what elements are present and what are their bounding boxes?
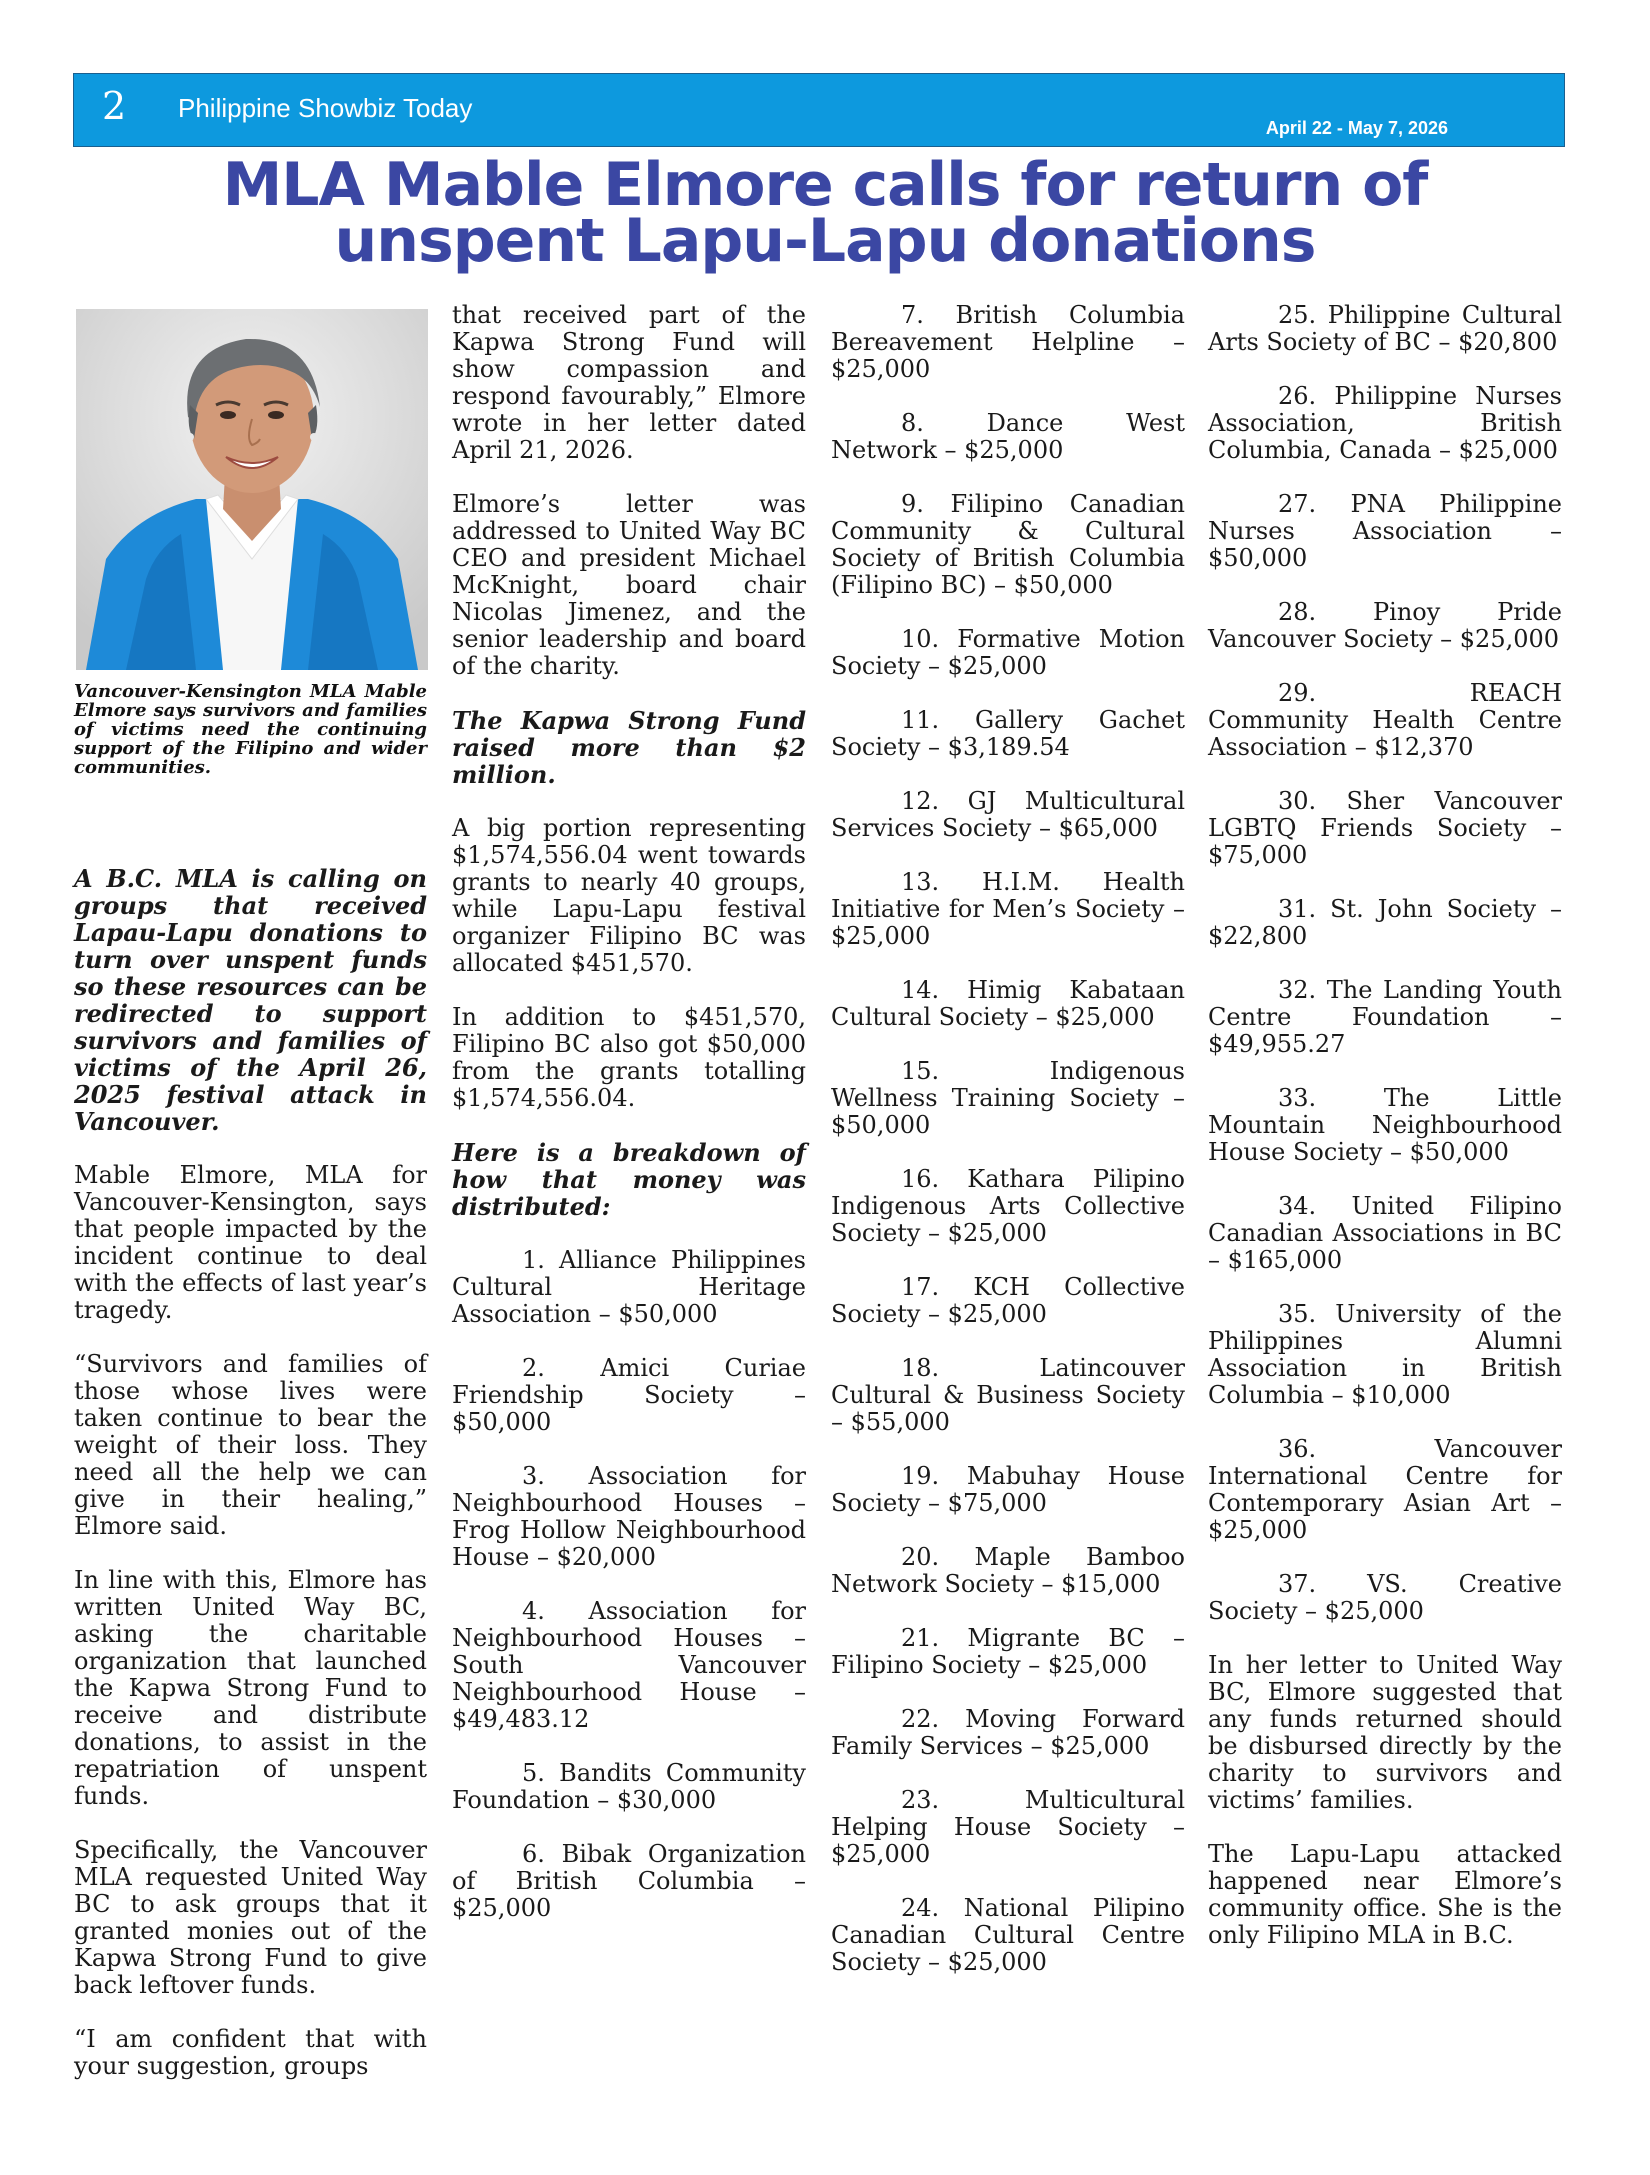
article-paragraph: Specifically, the Vancouver MLA requested United Way BC to ask groups that it granted monies out of the Kapwa Strong Fund to give back leftover funds.	[74, 1836, 427, 1999]
photo-caption: Vancouver-Kensington MLA Mable Elmore says survivors and families of victims need the continuing support of the Filipino and wider communities.	[74, 681, 427, 778]
article-paragraph: The Lapu-Lapu attacked happened near Elmore’s community office. She is the only Filipino MLA in B.C.	[1208, 1840, 1562, 1949]
grant-list-item: 32. The Landing Youth Centre Foundation – $49,955.27	[1208, 976, 1562, 1058]
grant-list-item: 34. United Filipino Canadian Associations in BC – $165,000	[1208, 1192, 1562, 1274]
grant-list-item: 19. Mabuhay House Society – $75,000	[831, 1462, 1185, 1517]
page-number: 2	[102, 84, 127, 128]
headline	[73, 150, 1577, 276]
grant-list-item: 29. REACH Community Health Centre Association – $12,370	[1208, 679, 1562, 761]
article-subhead: The Kapwa Strong Fund raised more than $2 million.	[452, 706, 806, 789]
grant-list-item: 30. Sher Vancouver LGBTQ Friends Society – $75,000	[1208, 787, 1562, 869]
grant-list-item: 9. Filipino Canadian Community & Cultural Society of British Columbia (Filipino BC) – $50,000	[831, 490, 1185, 599]
headline-line-1: MLA Mable Elmore calls for return of	[222, 150, 1428, 220]
article-paragraph: “Survivors and families of those whose lives were taken continue to bear the weight of their loss. They need all the help we can give in their healing,” Elmore said.	[74, 1350, 427, 1540]
grant-list-item: 16. Kathara Pilipino Indigenous Arts Collective Society – $25,000	[831, 1165, 1185, 1247]
article-paragraph: In line with this, Elmore has written United Way BC, asking the charitable organization that launched the Kapwa Strong Fund to receive and distribute donations, to assist in the repatriation of unspent funds.	[74, 1566, 427, 1810]
grant-list-item: 8. Dance West Network – $25,000	[831, 409, 1185, 464]
article-paragraph: that received part of the Kapwa Strong Fund will show compassion and respond favourably,” Elmore wrote in her letter dated April 21, 2026.	[452, 301, 806, 464]
page-header-bar	[73, 73, 1565, 147]
grant-list-item: 31. St. John Society – $22,800	[1208, 895, 1562, 950]
article-column-2	[452, 302, 806, 1949]
article-paragraph: A big portion representing $1,574,556.04 went towards grants to nearly 40 groups, while Lapu-Lapu festival organizer Filipino BC was allocated $451,570.	[452, 814, 806, 977]
article-paragraph: In addition to $451,570, Filipino BC also got $50,000 from the grants totalling $1,574,556.04.	[452, 1003, 806, 1112]
headline-line-2: unspent Lapu-Lapu donations	[334, 206, 1316, 276]
grant-list-item: 11. Gallery Gachet Society – $3,189.54	[831, 706, 1185, 761]
grant-list-item: 14. Himig Kabataan Cultural Society – $25,000	[831, 976, 1185, 1031]
grant-list-item: 10. Formative Motion Society – $25,000	[831, 625, 1185, 680]
article-column-4	[1208, 302, 1562, 1976]
grant-list-item: 26. Philippine Nurses Association, British Columbia, Canada – $25,000	[1208, 382, 1562, 464]
grant-list-item: 35. University of the Philippines Alumni Association in British Columbia – $10,000	[1208, 1300, 1562, 1409]
grant-list-item: 3. Association for Neighbourhood Houses – Frog Hollow Neighbourhood House – $20,000	[452, 1462, 806, 1571]
article-lead-paragraph: A B.C. MLA is calling on groups that received Lapau-Lapu donations to turn over unspent funds so these resources can be redirected to support survivors and families of victims of the April 26, 2025 festival attack in Vancouver.	[74, 864, 427, 1136]
grant-list-item: 2. Amici Curiae Friendship Society – $50,000	[452, 1354, 806, 1436]
grant-list-item: 7. British Columbia Bereavement Helpline – $25,000	[831, 301, 1185, 383]
grant-list-item: 24. National Pilipino Canadian Cultural Centre Society – $25,000	[831, 1894, 1185, 1976]
grant-list-item: 22. Moving Forward Family Services – $25,000	[831, 1705, 1185, 1760]
grant-list-item: 33. The Little Mountain Neighbourhood House Society – $50,000	[1208, 1084, 1562, 1166]
publication-name: Philippine Showbiz Today	[178, 93, 473, 123]
grant-list-item: 37. VS. Creative Society – $25,000	[1208, 1570, 1562, 1625]
article-column-3	[831, 302, 1185, 2003]
issue-date: April 22 - May 7, 2026	[1265, 118, 1448, 138]
portrait-illustration	[76, 309, 428, 670]
grant-list-item: 6. Bibak Organization of British Columbia – $25,000	[452, 1840, 806, 1922]
grant-list-item: 13. H.I.M. Health Initiative for Men’s Society – $25,000	[831, 868, 1185, 950]
grant-list-item: 20. Maple Bamboo Network Society – $15,000	[831, 1543, 1185, 1598]
grant-list-item: 25. Philippine Cultural Arts Society of BC – $20,800	[1208, 301, 1562, 356]
grant-list-item: 21. Migrante BC – Filipino Society – $25,000	[831, 1624, 1185, 1679]
article-subhead: Here is a breakdown of how that money was distributed:	[452, 1138, 806, 1221]
article-paragraph: In her letter to United Way BC, Elmore suggested that any funds returned should be disbursed directly by the charity to survivors and victims’ families.	[1208, 1651, 1562, 1814]
grant-list-item: 27. PNA Philippine Nurses Association – $50,000	[1208, 490, 1562, 572]
article-column-1	[74, 865, 427, 2107]
grant-list-item: 17. KCH Collective Society – $25,000	[831, 1273, 1185, 1328]
article-paragraph: Mable Elmore, MLA for Vancouver-Kensington, says that people impacted by the incident continue to deal with the effects of last year’s tragedy.	[74, 1161, 427, 1324]
grant-list-item: 5. Bandits Community Foundation – $30,000	[452, 1759, 806, 1814]
elmore-portrait-photo	[76, 309, 428, 670]
grant-list-item: 23. Multicultural Helping House Society – $25,000	[831, 1786, 1185, 1868]
grant-list-item: 28. Pinoy Pride Vancouver Society – $25,000	[1208, 598, 1562, 653]
grant-list-item: 4. Association for Neighbourhood Houses – South Vancouver Neighbourhood House – $49,483.12	[452, 1597, 806, 1733]
article-paragraph: “I am confident that with your suggestion, groups	[74, 2025, 427, 2080]
article-paragraph: Elmore’s letter was addressed to United Way BC CEO and president Michael McKnight, board chair Nicolas Jimenez, and the senior leadership and board of the charity.	[452, 490, 806, 680]
grant-list-item: 12. GJ Multicultural Services Society – $65,000	[831, 787, 1185, 842]
grant-list-item: 18. Latincouver Cultural & Business Society – $55,000	[831, 1354, 1185, 1436]
grant-list-item: 15. Indigenous Wellness Training Society – $50,000	[831, 1057, 1185, 1139]
grant-list-item: 1. Alliance Philippines Cultural Heritage Association – $50,000	[452, 1246, 806, 1328]
grant-list-item: 36. Vancouver International Centre for Contemporary Asian Art – $25,000	[1208, 1435, 1562, 1544]
